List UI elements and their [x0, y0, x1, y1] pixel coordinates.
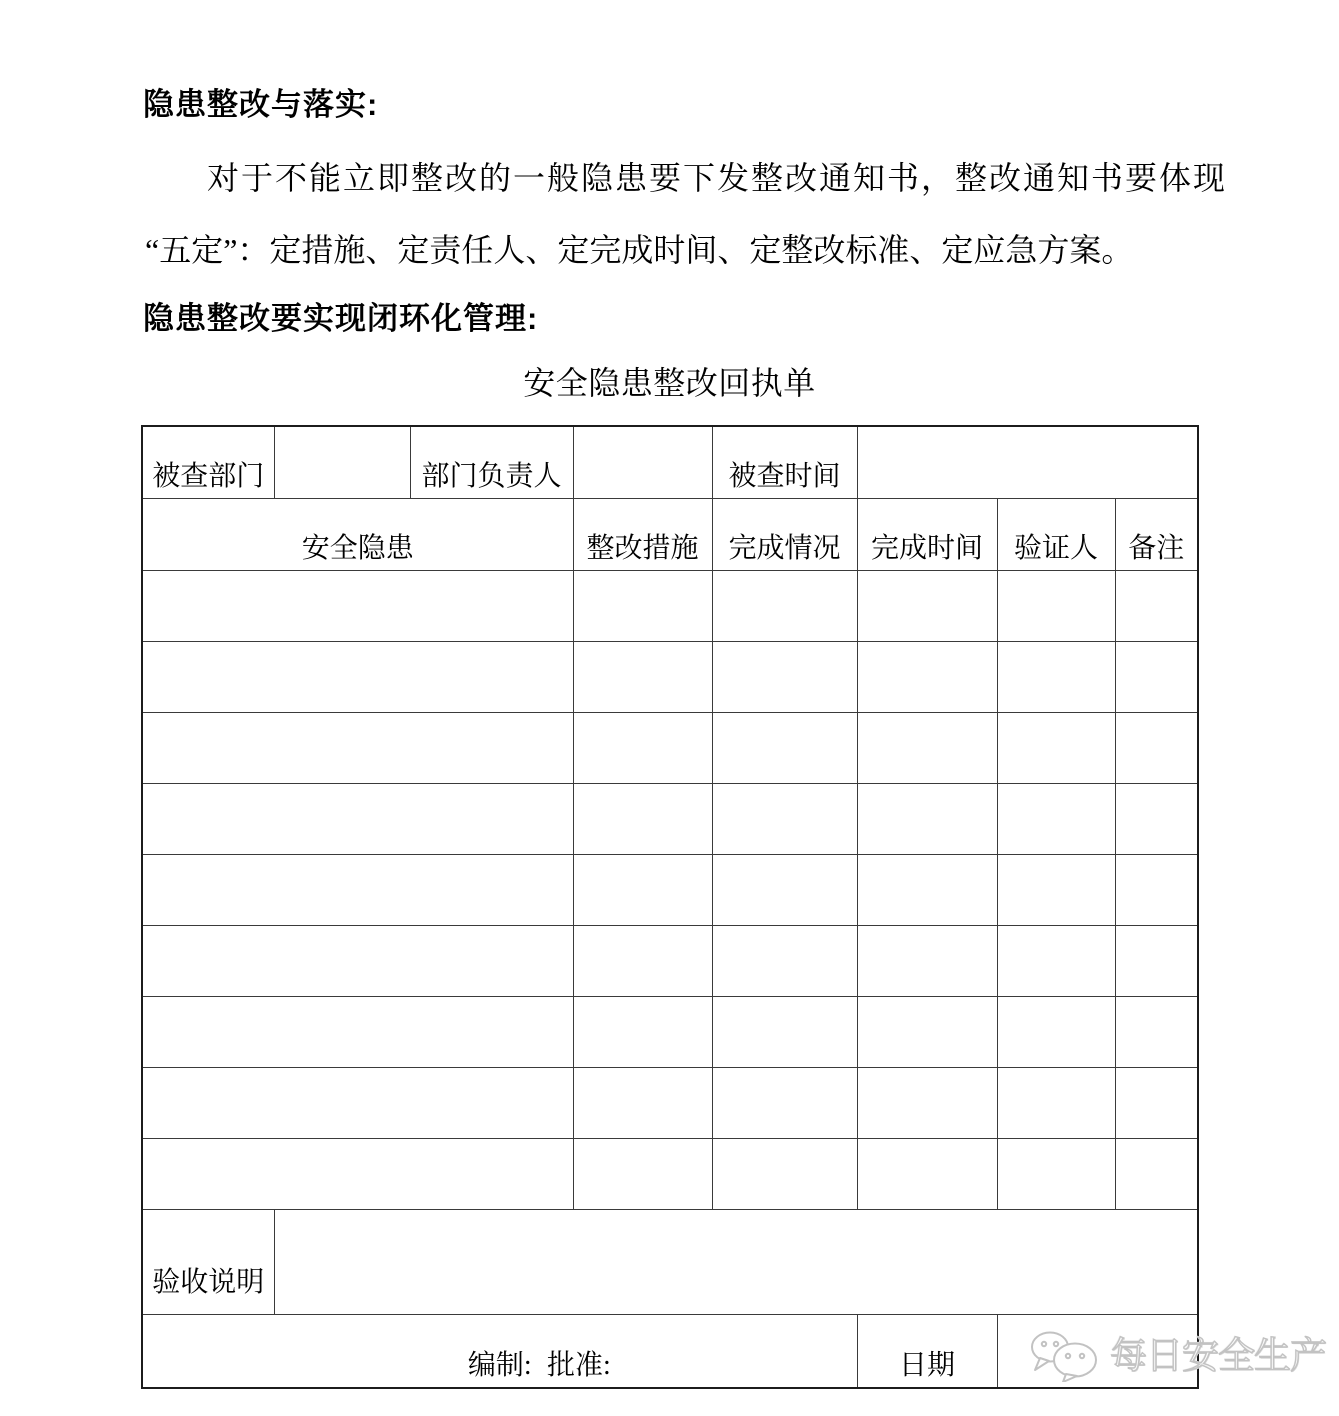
watermark-cell [997, 1314, 1198, 1388]
section-heading-closed-loop: 隐患整改要实现闭环化管理: [143, 301, 539, 336]
rectification-receipt-table [141, 425, 1199, 1389]
approved-label: 批准: [547, 1350, 611, 1381]
prepared-approved-cell [142, 1314, 857, 1388]
dept-head-value-cell [573, 426, 712, 498]
table-row [142, 1138, 1198, 1209]
col-header-status: 完成情况 [712, 498, 857, 570]
table-row [142, 996, 1198, 1067]
paragraph-line-2: “五定”：定措施、定责任人、定完成时间、定整改标准、定应急方案。 [145, 232, 1134, 268]
col-header-measures: 整改措施 [573, 498, 712, 570]
prepared-label: 编制: [467, 1350, 532, 1381]
inspected-dept-value-cell [274, 426, 410, 498]
col-header-verifier: 验证人 [997, 498, 1115, 570]
column-header-row [142, 498, 1198, 570]
table-row [142, 641, 1198, 712]
table-row [142, 1067, 1198, 1138]
table-row [142, 712, 1198, 783]
inspected-dept-label: 被查部门 [142, 426, 274, 498]
info-row [142, 426, 1198, 498]
acceptance-value-cell [274, 1209, 1198, 1314]
inspected-time-label: 被查时间 [712, 426, 857, 498]
table-row [142, 783, 1198, 854]
col-header-hazard: 安全隐患 [142, 498, 573, 570]
watermark-text: 每日安全生产 [1110, 1335, 1326, 1377]
table-row [142, 925, 1198, 996]
paragraph-line-1: 对于不能立即整改的一般隐患要下发整改通知书，整改通知书要体现 [207, 160, 1228, 196]
acceptance-row [142, 1209, 1198, 1314]
col-header-finish-time: 完成时间 [857, 498, 997, 570]
acceptance-label: 验收说明 [142, 1209, 274, 1314]
footer-row [142, 1314, 1198, 1388]
dept-head-label: 部门负责人 [410, 426, 573, 498]
section-heading-rectification: 隐患整改与落实: [143, 87, 379, 122]
form-title: 安全隐患整改回执单 [523, 365, 816, 401]
inspected-time-value-cell [857, 426, 1198, 498]
table-row [142, 570, 1198, 641]
col-header-remarks: 备注 [1115, 498, 1198, 570]
table-row [142, 854, 1198, 925]
date-label: 日期 [857, 1314, 997, 1388]
